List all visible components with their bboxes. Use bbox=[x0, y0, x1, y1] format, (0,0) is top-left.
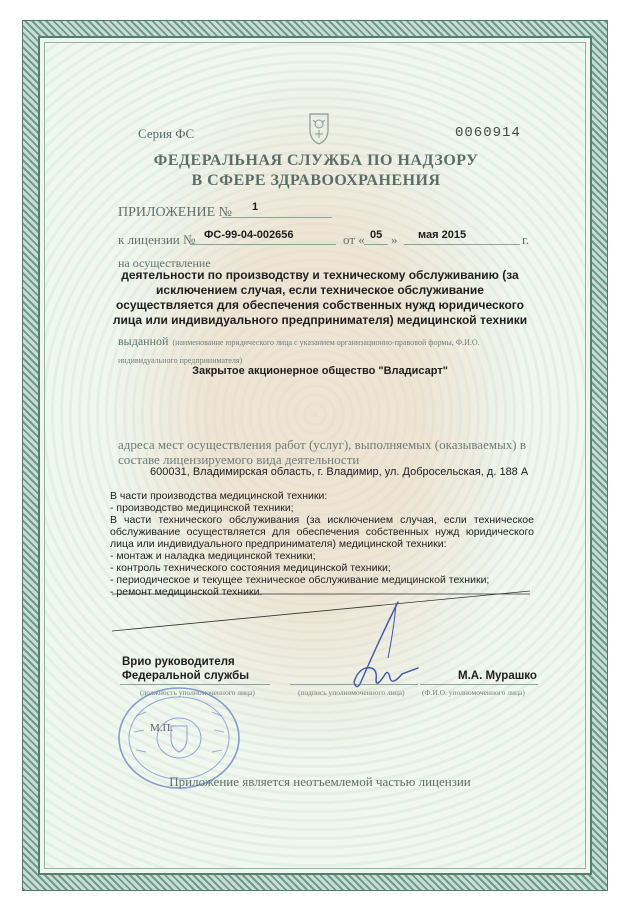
issued-to-block bbox=[118, 332, 538, 368]
license-label: к лицензии № bbox=[118, 232, 196, 247]
form-number: 0060914 bbox=[455, 125, 521, 141]
appendix-number-line bbox=[222, 201, 332, 218]
position-underline bbox=[120, 684, 270, 685]
stamp-place-label: М.П. bbox=[150, 722, 174, 734]
activity-label: на осуществление bbox=[118, 256, 211, 270]
appendix-number: 1 bbox=[252, 201, 259, 213]
works-line: - производство медицинской техники; bbox=[110, 502, 294, 514]
strike-lines bbox=[100, 585, 540, 635]
works-line: - монтаж и наладка медицинской техники; bbox=[110, 550, 316, 562]
license-year-suffix: г. bbox=[522, 232, 530, 247]
signer-position-line1: Врио руководителя bbox=[122, 656, 235, 668]
work-address-value: 600031, Владимирская область, г. Владимир, ул. Добросельская, д. 188 А bbox=[150, 466, 529, 478]
license-number: ФС-99-04-002656 bbox=[204, 229, 294, 241]
agency-title-line2: В СФЕРЕ ЗДРАВООХРАНЕНИЯ bbox=[191, 172, 441, 189]
caption-position: (должность уполномоченного лица) bbox=[140, 688, 255, 697]
name-underline bbox=[420, 684, 538, 685]
license-month-line bbox=[404, 228, 520, 245]
works-line: - контроль технического состояния медицинской техники; bbox=[110, 562, 391, 574]
works-line: В части производства медицинской техники: bbox=[110, 490, 328, 502]
coat-of-arms-icon bbox=[304, 110, 334, 146]
caption-signature: (подпись уполномоченного лица) bbox=[298, 688, 405, 697]
works-line: - ремонт медицинской техники. bbox=[110, 586, 263, 598]
organization-name: Закрытое акционерное общество "Владисарт" bbox=[192, 365, 448, 377]
signer-position-line2: Федеральной службы bbox=[122, 670, 250, 682]
license-day: 05 bbox=[370, 229, 383, 241]
work-address-label: адреса мест осуществления работ (услуг), выполняемых (оказываемых) в составе лицензируемого вида деятельности bbox=[118, 437, 527, 467]
issued-to-note: (наименование юридического лица с указанием организационно-правовой формы, Ф.И.О. индивидуального предпринимателя) bbox=[118, 338, 480, 365]
caption-name: (Ф.И.О. уполномоченного лица) bbox=[422, 688, 525, 697]
issued-to-label: выданной bbox=[118, 334, 169, 348]
activity-text: деятельности по производству и техническому обслуживанию (за исключением случая, если техническое обслуживание осуществляется для обеспечения собственных нужд юридического лица или индивидуального предпринимателя) медицинской техники bbox=[112, 268, 528, 327]
works-list bbox=[110, 490, 534, 598]
agency-title-line1: ФЕДЕРАЛЬНАЯ СЛУЖБА ПО НАДЗОРУ bbox=[153, 152, 479, 169]
works-line: В части технического обслуживания (за исключением случая, если техническое обслуживание осуществляется для обеспечения собственных нужд юридического лица или индивидуального предпринимателя) медицинской техники: bbox=[110, 514, 534, 550]
works-line: - периодическое и текущее техническое обслуживание медицинской техники; bbox=[110, 574, 490, 586]
appendix-label: ПРИЛОЖЕНИЕ № bbox=[118, 205, 232, 220]
signer-name: М.А. Мурашко bbox=[458, 670, 537, 682]
footer-note: Приложение является неотъемлемой частью лицензии bbox=[169, 774, 471, 789]
license-month-year: мая 2015 bbox=[418, 229, 467, 241]
license-date-from-label: от « bbox=[343, 232, 365, 247]
license-number-line bbox=[190, 228, 336, 245]
license-day-close: » bbox=[391, 232, 398, 247]
license-day-line bbox=[364, 228, 388, 245]
handwritten-signature bbox=[330, 598, 430, 694]
series-label: Серия ФС bbox=[138, 126, 195, 141]
